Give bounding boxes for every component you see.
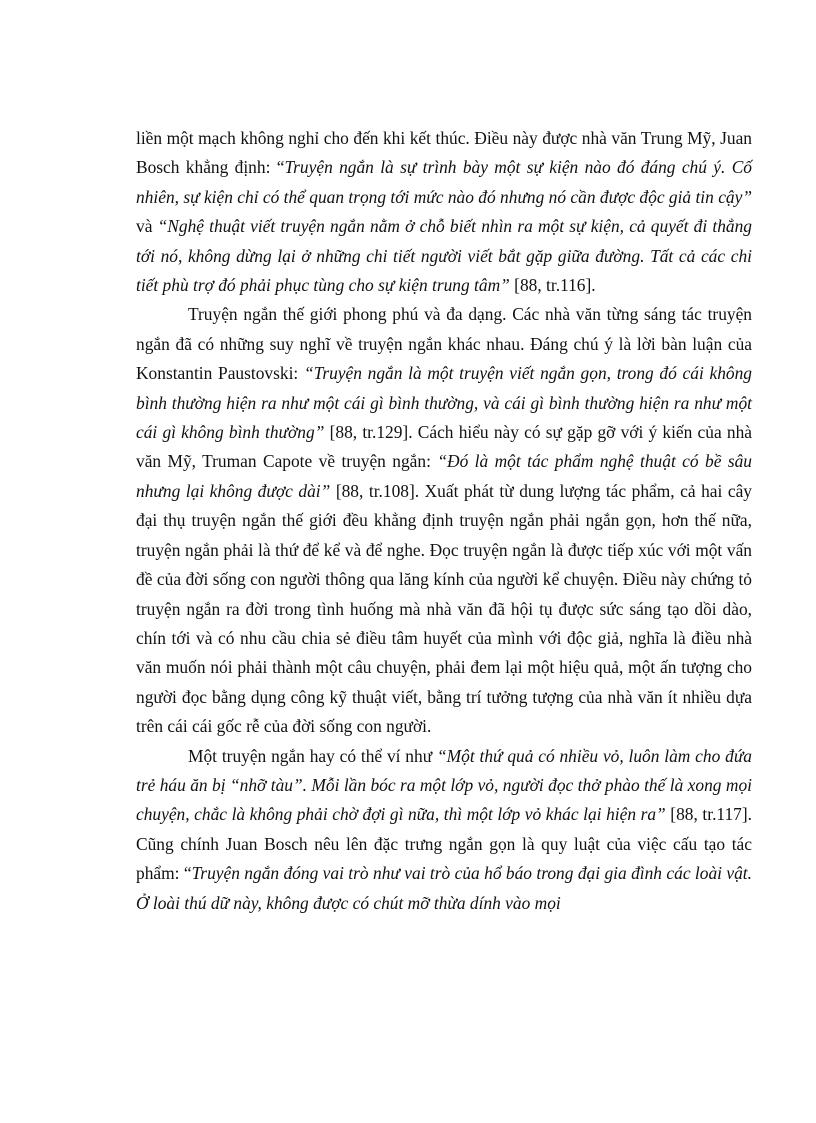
document-page: [136, 124, 752, 918]
paragraph-1: [136, 124, 752, 300]
quote-span: “Nghệ thuật viết truyện ngắn nằm ở chỗ biết nhìn ra một sự kiện, cả quyết đi thẳng tới nó, không dừng lại ở những chi tiết người viết bắt gặp giữa đường. Tất cả các chi tiết phù trợ đó phải phục tùng cho sự kiện trung tâm”: [136, 216, 752, 296]
text-span: [88, tr.117]. Cũng chính Juan Bosch nêu lên đặc trưng ngắn gọn là quy luật của việc cấu tạo tác phẩm: “: [136, 804, 753, 884]
citation-span: [88, tr.116].: [509, 275, 596, 296]
paragraph-3: [136, 742, 752, 918]
quote-span: Truyện ngắn là sự trình bày một sự kiện nào đó đáng chú ý. Cố nhiên, sự kiện chỉ có thể quan trọng tới mức nào đó nhưng nó cần được độc giả tin cậy”: [136, 157, 752, 207]
text-span: [88, tr.108]. Xuất phát từ dung lượng tác phẩm, cả hai cây đại thụ truyện ngắn thế giới đều khẳng định truyện ngắn phải ngắn gọn, hơn thế nữa, truyện ngắn phải là thứ để kể và để nghe. Đọc truyện ngắn là được tiếp xúc với một vấn đề của đời sống con người thông qua lăng kính của người kể chuyện. Điều này chứng tỏ truyện ngắn ra đời trong tình huống mà nhà văn đã hội tụ được sức sáng tạo dồi dào, chín tới và có nhu cầu chia sẻ điều tâm huyết của mình với độc giả, nghĩa là điều nhà văn muốn nói phải thành một câu chuyện, phải đem lại một hiệu quả, một ấn tượng cho người đọc bằng dụng công kỹ thuật viết, bằng trí tưởng tượng của nhà văn ít nhiều dựa trên cái cái gốc rễ của đời sống con người.: [136, 480, 753, 737]
quote-span: “Truyện ngắn là một truyện viết ngắn gọn, trong đó cái không bình thường hiện ra như một cái gì bình thường, và cái gì bình thường hiện ra như một cái gì không bình thường”: [136, 363, 752, 443]
quote-span: “Một thứ quả có nhiều vỏ, luôn làm cho đứa trẻ háu ăn bị “nhỡ tàu”. Mỗi lần bóc ra một lớp vỏ, người đọc thở phào thế là xong mọi chuyện, chắc là không phải chờ đợi gì nữa, thì một lớp vỏ khác lại hiện ra”: [136, 745, 753, 825]
text-span: và: [136, 216, 158, 237]
text-span: Một truyện ngắn hay có thể ví như: [188, 745, 437, 766]
paragraph-2: [136, 300, 752, 741]
text-span: Truyện ngắn thế giới phong phú và đa dạng. Các nhà văn từng sáng tác truyện ngắn đã có những suy nghĩ về truyện ngắn khác nhau. Đáng chú ý là lời bàn luận của Konstantin Paustovski:: [136, 304, 752, 384]
text-span: liền một mạch không nghỉ cho đến khi kết thúc. Điều này được nhà văn Trung Mỹ, Juan Bosch khẳng định: “: [136, 128, 752, 178]
quote-span: “Đó là một tác phẩm nghệ thuật có bề sâu nhưng lại không được dài”: [136, 451, 752, 501]
text-span: [88, tr.129]. Cách hiểu này có sự gặp gỡ với ý kiến của nhà văn Mỹ, Truman Capote về truyện ngắn:: [136, 422, 752, 472]
quote-span: Truyện ngắn đóng vai trò như vai trò của hổ báo trong đại gia đình các loài vật. Ở loài thú dữ này, không được có chút mỡ thừa dính vào mọi: [136, 863, 752, 913]
